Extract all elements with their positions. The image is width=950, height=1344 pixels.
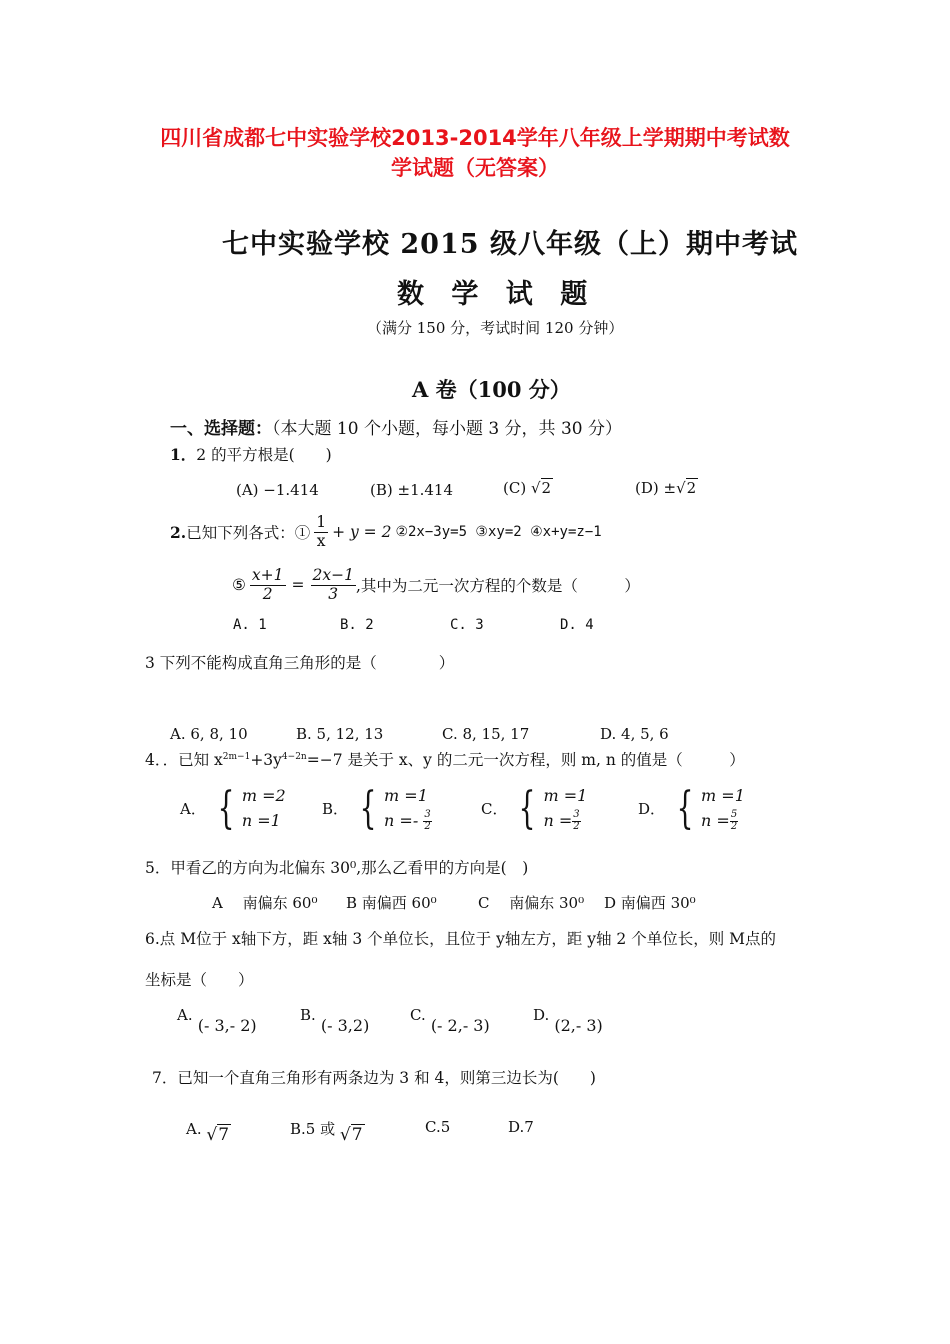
- q3-option-b: B. 5, 12, 13: [296, 725, 384, 743]
- q2-after-frac1: + y = 2: [332, 523, 392, 542]
- q4-b-m: m =1: [384, 786, 428, 805]
- q4-c-n: n =: [543, 810, 573, 830]
- q4-d-n: n =: [701, 810, 730, 830]
- q1-option-d: [635, 478, 698, 497]
- q2-rest: ②2x−3y=5 ③xy=2 ④x+y=z−1: [395, 524, 602, 541]
- q6-value-a: (- 3,- 2): [197, 1016, 257, 1035]
- q3-option-d: D. 4, 5, 6: [600, 725, 669, 743]
- question-6-line1: 6.点 M位于 x轴下方，距 x轴 3 个单位长，且位于 y轴左方，距 y轴 2 个单位长，则 M点的: [145, 930, 777, 948]
- q6-label-c: C.: [410, 1006, 426, 1024]
- q4-b-frac-num: 3: [424, 809, 431, 821]
- q4-b-n: n =-: [384, 810, 419, 830]
- sqrt-icon: √ 7: [206, 1125, 230, 1145]
- system-rows: [543, 784, 587, 834]
- q6-value-c: (- 2,- 3): [430, 1016, 490, 1035]
- equation-system: [212, 784, 286, 834]
- q2-fraction-5b: [311, 567, 356, 604]
- q7-label-a: A.: [186, 1120, 202, 1138]
- equation-system: [671, 784, 745, 834]
- q1-option-a: (A) −1.414: [236, 481, 319, 499]
- q6-option-b: [300, 1006, 370, 1035]
- q2-option-b: B. 2: [340, 617, 374, 633]
- q2-tail: ,其中为二元一次方程的个数是（ ）: [355, 577, 640, 596]
- question-2-item5: [232, 567, 640, 604]
- q1-stem: 2 的平方根是( ): [196, 446, 332, 464]
- question-4: [145, 748, 745, 770]
- q4-b-frac: [423, 810, 431, 832]
- q5-option-c: C 南偏东 30⁰: [478, 894, 585, 912]
- q2-option-a: A. 1: [233, 617, 267, 633]
- q1-option-b: (B) ±1.414: [370, 481, 454, 499]
- q2-fraction-5a: [250, 567, 286, 604]
- q4-label-d: D．: [638, 800, 666, 819]
- q7-option-b: [290, 1118, 365, 1145]
- q7-label-b: B.5 或: [290, 1120, 336, 1138]
- q1-d-radicand: 2: [686, 479, 697, 497]
- exam-info: （满分 150 分，考试时间 120 分钟）: [367, 319, 624, 337]
- q6-option-d: [533, 1006, 603, 1035]
- q7-a-radicand: 7: [218, 1125, 230, 1145]
- q6-value-b: (- 3,2): [320, 1016, 370, 1035]
- q4-c-m: m =1: [543, 786, 588, 805]
- brace-icon: {: [676, 782, 694, 834]
- q2-equals: =: [291, 576, 305, 595]
- equation-system: [354, 784, 432, 834]
- section1-heading: [170, 414, 622, 439]
- school-exam-header: 七中实验学校 2015 级八年级（上）期中考试: [222, 229, 798, 260]
- system-rows: [701, 784, 745, 834]
- q4-mid: +3y: [250, 751, 282, 769]
- q3-option-a: A. 6, 8, 10: [170, 725, 248, 743]
- q4-label-c: C．: [481, 800, 508, 819]
- q4-c-frac: [572, 810, 580, 832]
- question-7: 7．已知一个直角三角形有两条边为 3 和 4，则第三边长为( ): [152, 1069, 596, 1087]
- q1-number: 1．: [170, 445, 197, 464]
- q4-d-m: m =1: [701, 786, 745, 805]
- subject-header: 数 学 试 题: [397, 279, 588, 310]
- system-rows: [384, 784, 432, 834]
- document-title-line1: 四川省成都七中实验学校2013-2014学年八年级上学期期中考试数: [160, 126, 790, 150]
- q4-a-n: n =1: [241, 810, 281, 830]
- question-2: [170, 514, 602, 551]
- q4-b-n-row: [384, 809, 432, 834]
- q4-a-m: m =2: [241, 786, 286, 805]
- brace-icon: {: [519, 782, 536, 834]
- q2-frac1-num: 1: [316, 513, 327, 531]
- q2-option-d: D. 4: [560, 617, 594, 633]
- sqrt-icon: √ 7: [339, 1125, 363, 1145]
- q2-fraction-1-over-x: [314, 514, 328, 551]
- q6-label-b: B.: [300, 1006, 316, 1024]
- q1-option-c: [503, 478, 553, 497]
- section1-desc: （本大题 10 个小题，每小题 3 分，共 30 分）: [272, 419, 623, 439]
- q2-frac5b-num: 2x−1: [312, 566, 354, 584]
- q6-option-a: [177, 1006, 257, 1035]
- question-3: 3 下列不能构成直角三角形的是（ ）: [145, 654, 455, 672]
- q4-c-frac-num: 3: [573, 809, 580, 821]
- sqrt-icon: √ 2: [676, 479, 697, 497]
- q2-option-c: C. 3: [450, 617, 484, 633]
- q4-exp2: 4−2n: [281, 751, 307, 762]
- q4-option-d: [638, 784, 745, 834]
- q4-option-a: [180, 784, 286, 834]
- brace-icon: {: [217, 782, 235, 834]
- q2-frac5a-num: x+1: [251, 566, 284, 584]
- q1-c-radicand: 2: [541, 479, 552, 497]
- q4-exp1: 2m−1: [222, 751, 251, 762]
- question-5: 5．甲看乙的方向为北偏东 30⁰,那么乙看甲的方向是( ): [145, 859, 529, 877]
- brace-icon: {: [359, 782, 377, 834]
- q7-b-radicand: 7: [351, 1125, 363, 1145]
- q3-option-c: C. 8, 15, 17: [442, 725, 530, 743]
- q6-value-d: (2,- 3): [554, 1016, 603, 1035]
- q4-d-frac-num: 5: [730, 809, 738, 821]
- q4-option-c: [481, 784, 587, 834]
- q5-option-a: A 南偏东 60⁰: [212, 894, 318, 912]
- q4-c-n-row: [543, 809, 587, 834]
- q5-option-d: D 南偏西 30⁰: [604, 894, 696, 912]
- q2-frac5b-den: 3: [328, 584, 339, 603]
- q4-d-n-row: [701, 809, 745, 834]
- q6-option-c: [410, 1006, 490, 1035]
- q7-option-c: C.5: [425, 1118, 451, 1136]
- q2-frac5a-den: 2: [262, 584, 273, 603]
- question-1: [170, 443, 332, 465]
- q7-option-d: D.7: [508, 1118, 534, 1136]
- system-rows: [242, 784, 286, 834]
- q4-c-frac-den: 2: [573, 820, 580, 832]
- q1-option-d-label: (D) ±: [635, 479, 677, 497]
- q1-option-c-label: (C): [503, 479, 527, 497]
- q4-option-b: [322, 784, 432, 834]
- q4-tail: =−7 是关于 x、y 的二元一次方程，则 m, n 的值是（ ）: [306, 751, 745, 769]
- document-title-line2: 学试题（无答案）: [391, 156, 559, 180]
- q4-prefix: 4．．已知 x: [145, 751, 223, 769]
- q4-d-frac: [730, 810, 738, 832]
- q5-option-b: B 南偏西 60⁰: [346, 894, 437, 912]
- volume-a-heading: A 卷（100 分）: [412, 377, 571, 402]
- q7-option-a: [186, 1118, 231, 1145]
- q2-number: 2.: [170, 522, 187, 542]
- q2-frac1-den: x: [316, 531, 326, 550]
- section1-label: 一、选择题：: [170, 419, 272, 439]
- question-6-line2: 坐标是（ ）: [145, 971, 254, 989]
- q6-label-d: D.: [533, 1006, 550, 1024]
- sqrt-icon: √ 2: [530, 479, 552, 497]
- q4-label-a: A．: [180, 800, 206, 819]
- q4-d-frac-den: 2: [730, 820, 738, 832]
- q2-item5-label: ⑤: [232, 576, 246, 595]
- q4-label-b: B．: [322, 800, 349, 819]
- equation-system: [513, 784, 587, 834]
- q4-b-frac-den: 2: [424, 820, 431, 832]
- q2-stem-prefix: 已知下列各式：①: [186, 524, 311, 543]
- q6-label-a: A.: [177, 1006, 193, 1024]
